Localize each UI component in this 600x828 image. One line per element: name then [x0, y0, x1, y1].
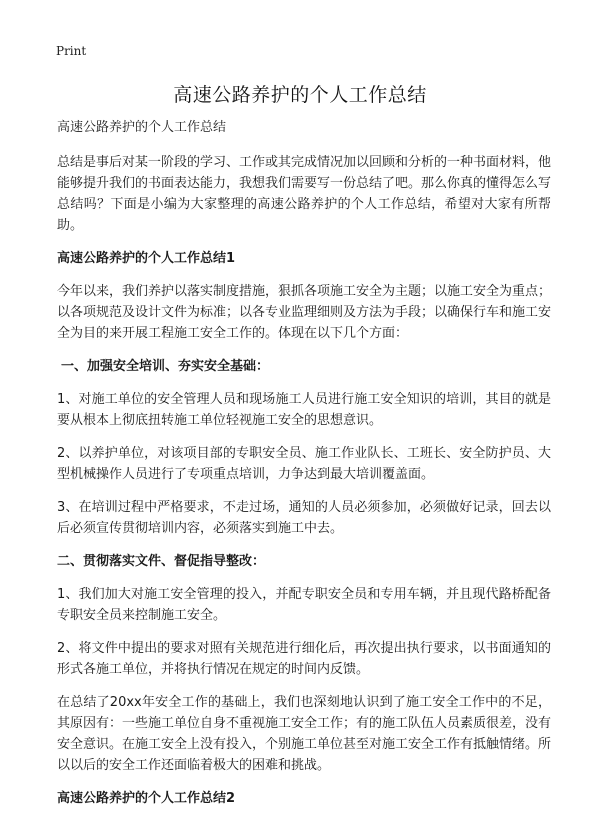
- section2-item: 1、我们加大对施工安全管理的投入，并配专职安全员和专用车辆，并且现代路桥配备专职安全员来控制施工安全。: [57, 587, 551, 623]
- document-subtitle: 高速公路养护的个人工作总结: [57, 120, 227, 135]
- section1-item: 2、以养护单位，对该项目部的专职安全员、施工作业队长、工班长、安全防护员、大型机械操作人员进行了专项重点培训，力争达到最大培训覆盖面。: [57, 446, 551, 482]
- page-title: 高速公路养护的个人工作总结: [173, 84, 427, 106]
- section2-heading: 二、贯彻落实文件、督促指导整改：: [57, 554, 266, 569]
- section1-item: 3、在培训过程中严格要求，不走过场，通知的人员必须参加，必须做好记录，回去以后必须宣传贯彻培训内容，必须落实到施工中去。: [57, 500, 551, 536]
- part1-heading: 高速公路养护的个人工作总结1: [57, 251, 236, 266]
- part1-closing-paragraph: 在总结了20xx年安全工作的基础上，我们也深刻地认识到了施工安全工作中的不足，其原因有：一些施工单位自身不重视施工安全工作；有的施工队伍人员素质很差，没有安全意识。在施工安全上没有投入，个别施工单位甚至对施工安全工作有抵触情绪。所以以后的安全工作还面临着极大的困难和挑战。: [57, 695, 552, 773]
- part1-opening-paragraph: 今年以来，我们养护以落实制度措施，狠抓各项施工安全为主题；以施工安全为重点；以各项规范及设计文件为标准；以各专业监理细则及方法为手段；以确保行车和施工安全为目的来开展工程施工安全工作的。体现在以下几个方面：: [57, 284, 552, 341]
- section1-item: 1、对施工单位的安全管理人员和现场施工人员进行施工安全知识的培训，其目的就是要从根本上彻底扭转施工单位轻视施工安全的思想意识。: [57, 392, 551, 428]
- part2-heading: 高速公路养护的个人工作总结2: [57, 791, 236, 806]
- section2-item: 2、将文件中提出的要求对照有关规范进行细化后，再次提出执行要求，以书面通知的形式各施工单位，并将执行情况在规定的时间内反馈。: [57, 641, 551, 677]
- document-body: [57, 117, 551, 821]
- intro-paragraph: 总结是事后对某一阶段的学习、工作或其完成情况加以回顾和分析的一种书面材料，他能够提升我们的书面表达能力，我想我们需要写一份总结了吧。那么你真的懂得怎么写总结吗？下面是小编为大家整理的高速公路养护的个人工作总结，希望对大家有所帮助。: [57, 155, 552, 233]
- print-label[interactable]: Print: [56, 44, 87, 58]
- section1-heading: 一、加强安全培训、夯实安全基础：: [61, 359, 270, 374]
